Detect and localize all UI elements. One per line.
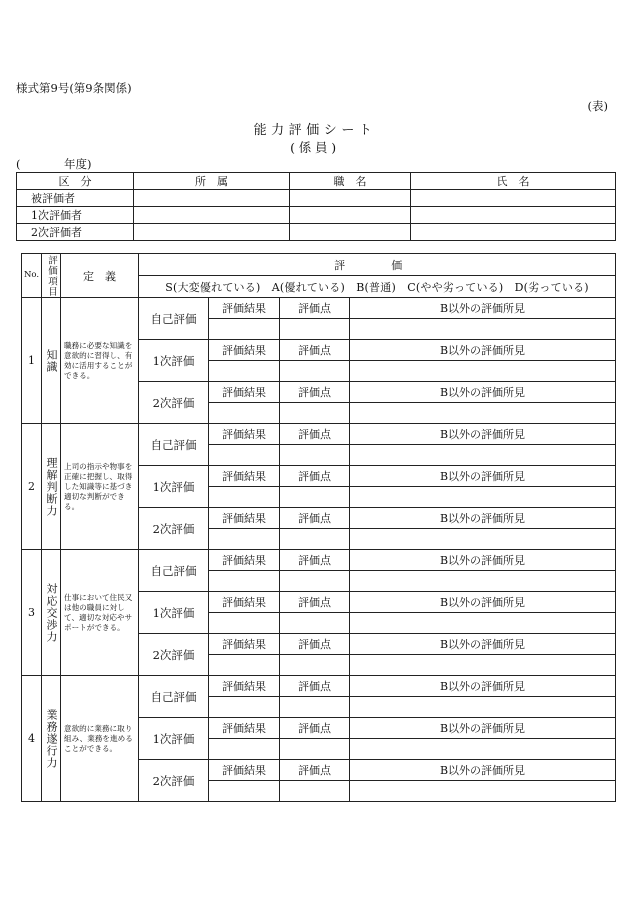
info-header-row	[17, 173, 616, 190]
comment-entry[interactable]	[350, 361, 616, 382]
points-label: 評価点	[280, 592, 350, 613]
eval-header-row	[22, 254, 616, 276]
points-label: 評価点	[280, 550, 350, 571]
comment-label: B以外の評価所見	[350, 676, 616, 697]
fiscal-year	[16, 156, 92, 172]
fiscal-year-label: 年度)	[64, 157, 92, 171]
rater-label: 1次評価	[139, 466, 209, 508]
points-entry[interactable]	[280, 319, 350, 340]
info-header-department: 所 属	[134, 173, 290, 190]
comment-entry[interactable]	[350, 403, 616, 424]
eval-subrow-header	[22, 550, 616, 571]
item-definition: 仕事において住民又は他の職員に対して、適切な対応やサポートができる。	[61, 550, 139, 676]
info-cell[interactable]	[290, 224, 411, 241]
definition-header: 定 義	[61, 254, 139, 298]
points-entry[interactable]	[280, 571, 350, 592]
info-table	[16, 172, 616, 241]
comment-label: B以外の評価所見	[350, 466, 616, 487]
comment-entry[interactable]	[350, 655, 616, 676]
result-entry[interactable]	[209, 571, 280, 592]
item-name: 業務遂行力	[45, 708, 58, 769]
info-cell[interactable]	[411, 207, 616, 224]
evaluation-header: 評 価	[139, 254, 616, 276]
comment-label: B以外の評価所見	[350, 718, 616, 739]
result-entry[interactable]	[209, 781, 280, 802]
comment-entry[interactable]	[350, 571, 616, 592]
points-label: 評価点	[280, 298, 350, 319]
rater-label: 1次評価	[139, 592, 209, 634]
result-label: 評価結果	[209, 382, 280, 403]
item-name-cell	[42, 550, 61, 676]
info-header-name: 氏 名	[411, 173, 616, 190]
result-label: 評価結果	[209, 634, 280, 655]
comment-label: B以外の評価所見	[350, 424, 616, 445]
info-header-position: 職 名	[290, 173, 411, 190]
result-label: 評価結果	[209, 340, 280, 361]
item-name-cell	[42, 424, 61, 550]
item-number: 2	[22, 424, 42, 550]
result-entry[interactable]	[209, 697, 280, 718]
result-entry[interactable]	[209, 403, 280, 424]
comment-entry[interactable]	[350, 529, 616, 550]
comment-entry[interactable]	[350, 613, 616, 634]
points-label: 評価点	[280, 382, 350, 403]
eval-body	[22, 298, 616, 802]
info-cell[interactable]	[411, 190, 616, 207]
points-entry[interactable]	[280, 697, 350, 718]
evaluation-scale: S(大変優れている) A(優れている) B(普通) C(やや劣っている) D(劣っている)	[139, 276, 616, 298]
points-entry[interactable]	[280, 487, 350, 508]
comment-label: B以外の評価所見	[350, 298, 616, 319]
result-entry[interactable]	[209, 445, 280, 466]
comment-entry[interactable]	[350, 697, 616, 718]
comment-label: B以外の評価所見	[350, 382, 616, 403]
page-subtitle: (係員)	[290, 140, 340, 155]
result-entry[interactable]	[209, 529, 280, 550]
points-label: 評価点	[280, 508, 350, 529]
comment-entry[interactable]	[350, 739, 616, 760]
result-entry[interactable]	[209, 613, 280, 634]
comment-entry[interactable]	[350, 319, 616, 340]
result-entry[interactable]	[209, 487, 280, 508]
info-row-label: 被評価者	[17, 190, 134, 207]
item-name: 知識	[45, 348, 58, 373]
result-label: 評価結果	[209, 676, 280, 697]
comment-label: B以外の評価所見	[350, 508, 616, 529]
eval-subrow-header	[22, 298, 616, 319]
result-label: 評価結果	[209, 550, 280, 571]
points-entry[interactable]	[280, 361, 350, 382]
info-cell[interactable]	[290, 207, 411, 224]
form-number: 様式第9号(第9条関係)	[16, 81, 132, 95]
rater-label: 2次評価	[139, 760, 209, 802]
points-entry[interactable]	[280, 403, 350, 424]
item-definition: 上司の指示や物事を正確に把握し、取得した知識等に基づき適切な判断ができる。	[61, 424, 139, 550]
points-label: 評価点	[280, 634, 350, 655]
rater-label: 2次評価	[139, 382, 209, 424]
side-label: (表)	[587, 99, 608, 113]
points-entry[interactable]	[280, 655, 350, 676]
points-entry[interactable]	[280, 445, 350, 466]
item-header: 評価項目	[42, 254, 61, 298]
points-label: 評価点	[280, 424, 350, 445]
comment-label: B以外の評価所見	[350, 340, 616, 361]
points-label: 評価点	[280, 718, 350, 739]
points-label: 評価点	[280, 676, 350, 697]
item-name-cell	[42, 298, 61, 424]
result-label: 評価結果	[209, 508, 280, 529]
item-definition: 職務に必要な知識を意欲的に習得し、有効に活用することができる。	[61, 298, 139, 424]
rater-label: 2次評価	[139, 634, 209, 676]
comment-label: B以外の評価所見	[350, 634, 616, 655]
fiscal-year-open: (	[16, 157, 21, 171]
points-label: 評価点	[280, 760, 350, 781]
info-row	[17, 190, 616, 207]
result-entry[interactable]	[209, 739, 280, 760]
no-header: No.	[22, 254, 42, 298]
rater-label: 自己評価	[139, 550, 209, 592]
rater-label: 自己評価	[139, 298, 209, 340]
rater-label: 自己評価	[139, 424, 209, 466]
result-entry[interactable]	[209, 655, 280, 676]
points-entry[interactable]	[280, 613, 350, 634]
item-definition: 意欲的に業務に取り組み、業務を進めることができる。	[61, 676, 139, 802]
comment-entry[interactable]	[350, 781, 616, 802]
info-cell[interactable]	[290, 190, 411, 207]
result-label: 評価結果	[209, 424, 280, 445]
points-entry[interactable]	[280, 529, 350, 550]
points-label: 評価点	[280, 466, 350, 487]
rater-label: 1次評価	[139, 718, 209, 760]
info-cell[interactable]	[411, 224, 616, 241]
info-header-category: 区 分	[17, 173, 134, 190]
item-name: 対応交渉力	[45, 582, 58, 643]
comment-entry[interactable]	[350, 487, 616, 508]
result-label: 評価結果	[209, 466, 280, 487]
result-label: 評価結果	[209, 718, 280, 739]
points-entry[interactable]	[280, 781, 350, 802]
page-title: 能力評価シート	[253, 123, 377, 138]
comment-entry[interactable]	[350, 445, 616, 466]
item-name-cell	[42, 676, 61, 802]
item-number: 4	[22, 676, 42, 802]
comment-label: B以外の評価所見	[350, 592, 616, 613]
item-number: 3	[22, 550, 42, 676]
evaluation-table	[21, 253, 616, 802]
item-name: 理解判断力	[45, 456, 58, 517]
rater-label: 1次評価	[139, 340, 209, 382]
result-label: 評価結果	[209, 592, 280, 613]
comment-label: B以外の評価所見	[350, 760, 616, 781]
item-number: 1	[22, 298, 42, 424]
info-row	[17, 207, 616, 224]
result-label: 評価結果	[209, 298, 280, 319]
result-label: 評価結果	[209, 760, 280, 781]
result-entry[interactable]	[209, 361, 280, 382]
eval-subrow-header	[22, 424, 616, 445]
info-cell[interactable]	[134, 224, 290, 241]
info-row	[17, 224, 616, 241]
eval-subrow-header	[22, 676, 616, 697]
info-row-label: 1次評価者	[17, 207, 134, 224]
result-entry[interactable]	[209, 319, 280, 340]
rater-label: 2次評価	[139, 508, 209, 550]
info-cell[interactable]	[134, 207, 290, 224]
info-row-label: 2次評価者	[17, 224, 134, 241]
info-cell[interactable]	[134, 190, 290, 207]
comment-label: B以外の評価所見	[350, 550, 616, 571]
rater-label: 自己評価	[139, 676, 209, 718]
points-label: 評価点	[280, 340, 350, 361]
points-entry[interactable]	[280, 739, 350, 760]
